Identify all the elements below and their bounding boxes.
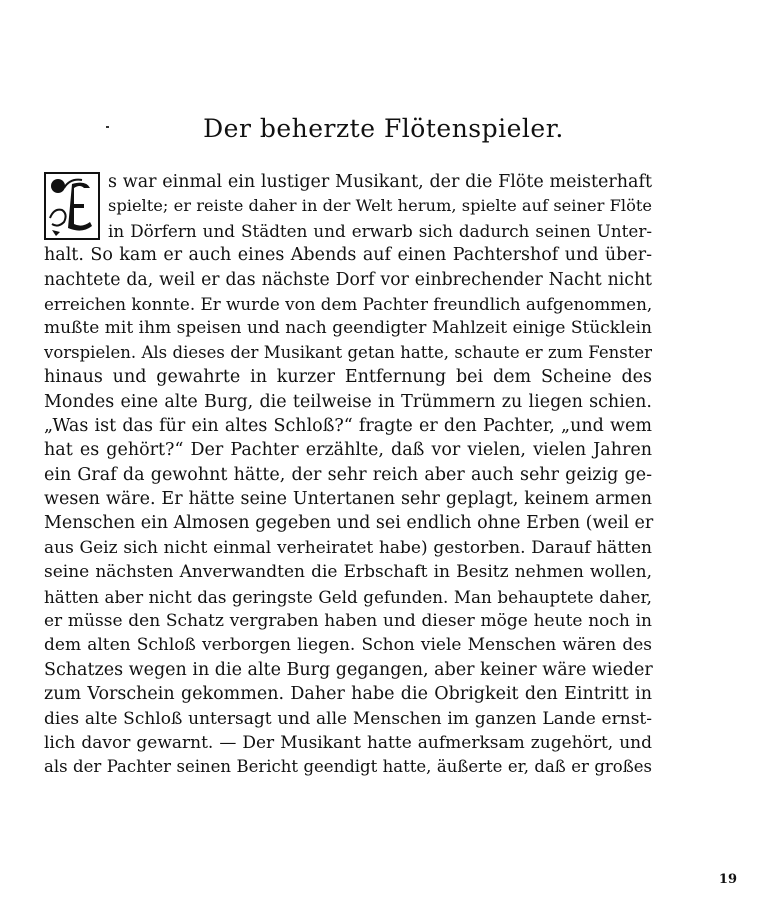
text-line: in Dörfern und Städten und erwarb sich dadurch seinen Unter- [108, 220, 652, 241]
text-line: mußte mit ihm speisen und nach geendigter Mahlzeit einige Stücklein [44, 318, 652, 339]
text-line: zum Vorschein gekommen. Daher habe die Obrigkeit den Eintritt in [44, 684, 652, 705]
text-line: spielte; er reiste daher in der Welt herum, spielte auf seiner Flöte [108, 196, 652, 216]
body-text [44, 170, 652, 780]
text-line: seine nächsten Anverwandten die Erbschaft in Besitz nehmen wollen, [44, 562, 652, 583]
text-line: „Was ist das für ein altes Schloß?“ fragte er den Pachter, „und wem [44, 415, 652, 436]
page-number: 19 [718, 872, 737, 887]
text-line: hinaus und gewahrte in kurzer Entfernung bei dem Scheine des [44, 367, 652, 388]
text-line: hätten aber nicht das geringste Geld gefunden. Man behauptete daher, [44, 586, 652, 607]
text-line: aus Geiz sich nicht einmal verheiratet habe) gestorben. Darauf hätten [44, 537, 652, 558]
text-line: Mondes eine alte Burg, die teilweise in Trümmern zu liegen schien. [44, 391, 652, 412]
text-line: dem alten Schloß verborgen liegen. Schon viele Menschen wären des [44, 635, 652, 656]
text-line: ein Graf da gewohnt hätte, der sehr reich aber auch sehr geizig ge- [44, 464, 652, 485]
text-line: wesen wäre. Er hätte seine Untertanen sehr geplagt, keinem armen [44, 489, 652, 510]
text-line: dies alte Schloß untersagt und alle Menschen im ganzen Lande ernst- [44, 708, 652, 729]
text-line: Menschen ein Almosen gegeben und sei endlich ohne Erben (weil er [44, 513, 654, 534]
text-line: nachtete da, weil er das nächste Dorf vor einbrechender Nacht nicht [44, 269, 652, 290]
text-line: s war einmal ein lustiger Musikant, der die Flöte meisterhaft [108, 172, 652, 192]
text-line: lich davor gewarnt. — Der Musikant hatte aufmerksam zugehört, und [44, 732, 652, 753]
text-line: hat es gehört?“ Der Pachter erzählte, daß vor vielen, vielen Jahren [44, 440, 652, 461]
chapter-title: Der beherzte Flötenspieler. [203, 114, 564, 143]
text-line: vorspielen. Als dieses der Musikant getan hatte, schaute er zum Fenster [44, 342, 652, 362]
text-line: erreichen konnte. Er wurde von dem Pachter freundlich aufgenommen, [44, 293, 653, 314]
text-line: Schatzes wegen in die alte Burg gegangen, aber keiner wäre wieder [44, 659, 653, 680]
initial-letter: E [46, 174, 47, 175]
text-line: als der Pachter seinen Bericht geendigt hatte, äußerte er, daß er großes [44, 757, 652, 777]
text-line: er müsse den Schatz vergraben haben und dieser möge heute noch in [44, 611, 652, 632]
text-line: halt. So kam er auch eines Abends auf einen Pachtershof und über- [44, 245, 652, 266]
